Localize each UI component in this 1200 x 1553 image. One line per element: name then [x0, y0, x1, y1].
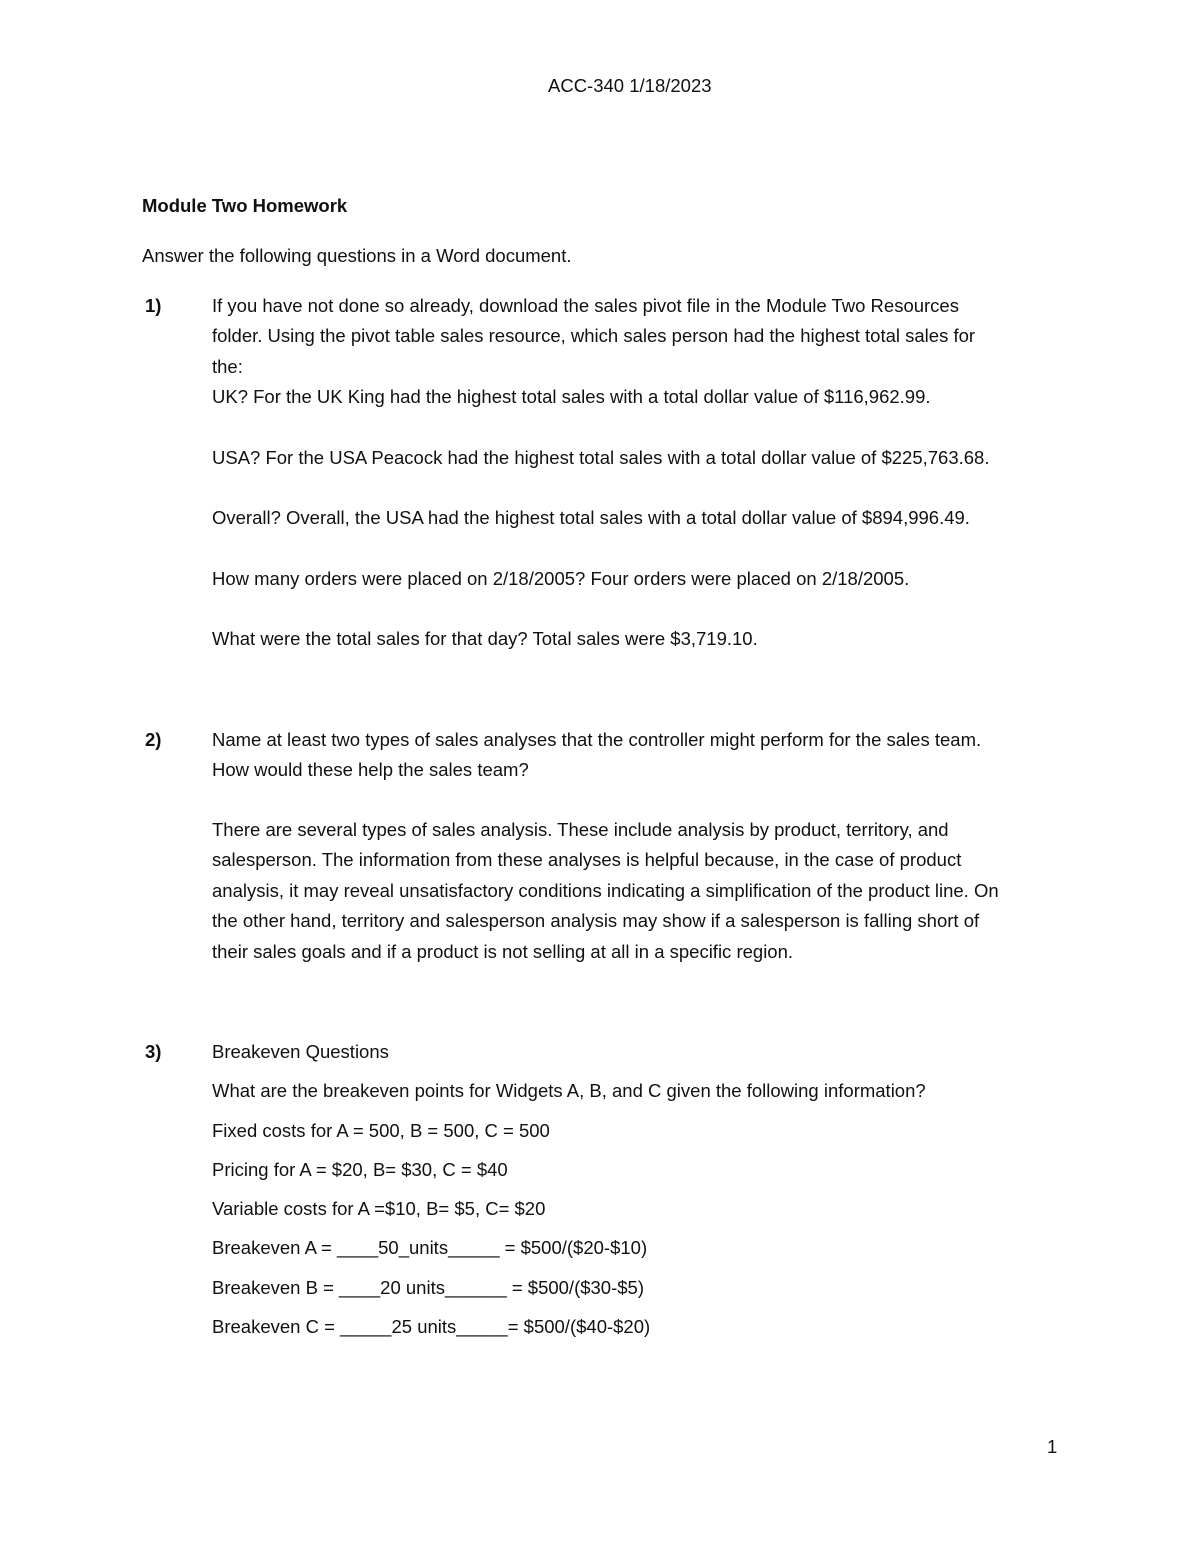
- answer-usa: USA? For the USA Peacock had the highest total sales with a total dollar value of $225,763.68.: [212, 447, 990, 468]
- answer-paragraph-line: analysis, it may reveal unsatisfactory conditions indicating a simplification of the product line. On: [212, 880, 999, 901]
- question-3-number: 3): [145, 1041, 162, 1062]
- answer-uk: UK? For the UK King had the highest total sales with a total dollar value of $116,962.99.: [212, 386, 931, 407]
- question-2-line: How would these help the sales team?: [212, 759, 529, 780]
- breakeven-c: Breakeven C = _____25 units_____= $500/($40-$20): [212, 1316, 651, 1337]
- question-3-prompt: What are the breakeven points for Widgets A, B, and C given the following information?: [212, 1080, 926, 1101]
- answer-paragraph-line: the other hand, territory and salesperson analysis may show if a salesperson is falling short of: [212, 910, 980, 931]
- question-1-line: the:: [212, 356, 243, 377]
- document-title: Module Two Homework: [142, 195, 348, 216]
- page-header: ACC-340 1/18/2023: [548, 75, 712, 96]
- page-number: 1: [1047, 1436, 1058, 1457]
- answer-paragraph-line: their sales goals and if a product is not selling at all in a specific region.: [212, 941, 794, 962]
- question-1-line: If you have not done so already, download the sales pivot file in the Module Two Resources: [212, 295, 959, 316]
- question-1-number: 1): [145, 295, 162, 316]
- fixed-costs-line: Fixed costs for A = 500, B = 500, C = 500: [212, 1120, 550, 1141]
- breakeven-a: Breakeven A = ____50_units_____ = $500/($20-$10): [212, 1237, 648, 1258]
- breakeven-b: Breakeven B = ____20 units______ = $500/($30-$5): [212, 1277, 644, 1298]
- question-2-number: 2): [145, 729, 162, 750]
- answer-paragraph-line: salesperson. The information from these analyses is helpful because, in the case of product: [212, 849, 962, 870]
- answer-overall: Overall? Overall, the USA had the highest total sales with a total dollar value of $894,996.49.: [212, 507, 970, 528]
- answer-paragraph-line: There are several types of sales analysis. These include analysis by product, territory, and: [212, 819, 949, 840]
- instructions-text: Answer the following questions in a Word document.: [142, 245, 572, 266]
- question-1-line: folder. Using the pivot table sales resource, which sales person had the highest total sales for: [212, 325, 976, 346]
- question-3-heading: Breakeven Questions: [212, 1041, 389, 1062]
- answer-orders: How many orders were placed on 2/18/2005? Four orders were placed on 2/18/2005.: [212, 568, 910, 589]
- question-2-line: Name at least two types of sales analyses that the controller might perform for the sales team.: [212, 729, 982, 750]
- variable-costs-line: Variable costs for A =$10, B= $5, C= $20: [212, 1198, 546, 1219]
- answer-total-sales: What were the total sales for that day? Total sales were $3,719.10.: [212, 628, 758, 649]
- pricing-line: Pricing for A = $20, B= $30, C = $40: [212, 1159, 508, 1180]
